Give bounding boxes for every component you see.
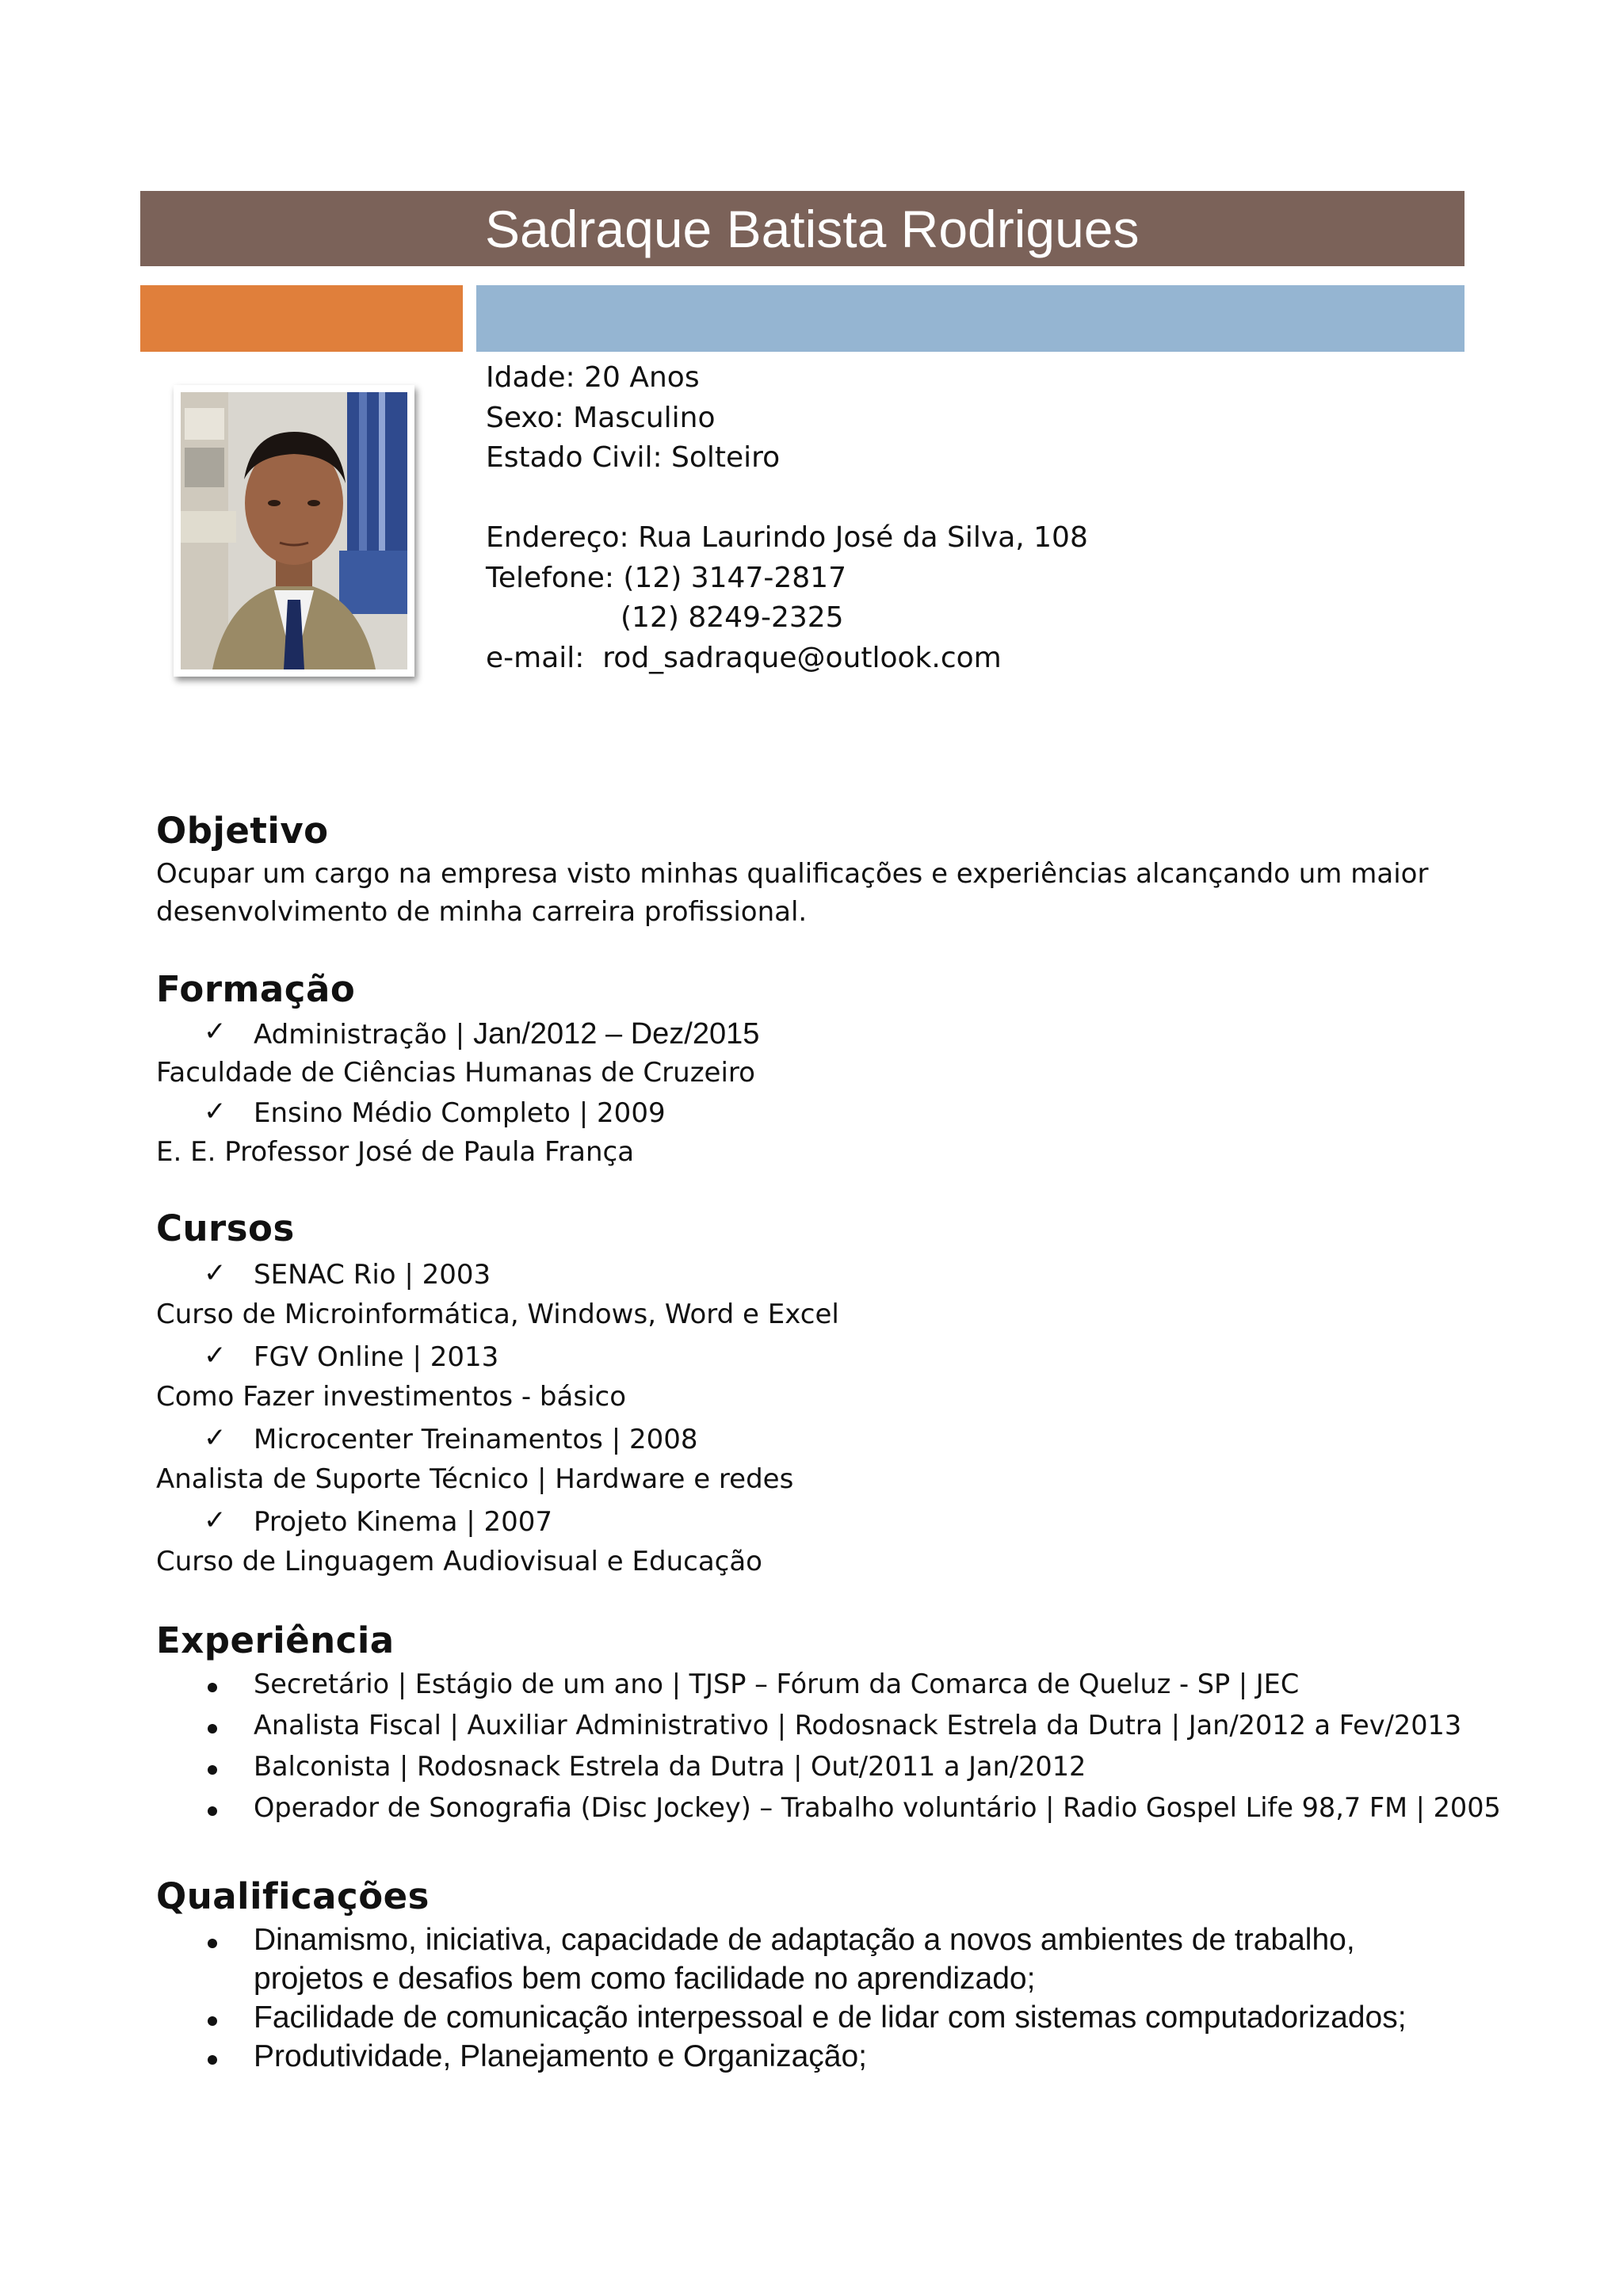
name-banner: [140, 191, 1465, 266]
qualificacao-item-continued: projetos e desafios bem como facilidade no aprendizado;: [254, 1962, 1036, 1996]
experiencia-item: Secretário | Estágio de um ano | TJSP – Fórum da Comarca de Queluz - SP | JEC: [254, 1669, 1300, 1699]
objetivo-text-line2: desenvolvimento de minha carreira profissional.: [156, 896, 808, 928]
check-icon: ✓: [204, 1096, 227, 1127]
formacao-item: [254, 1017, 759, 1051]
phone-line-2: (12) 8249-2325: [621, 601, 844, 634]
qualificacao-item: Dinamismo, iniciativa, capacidade de adaptação a novos ambientes de trabalho,: [254, 1923, 1355, 1957]
marital-status-line: Estado Civil: Solteiro: [486, 441, 781, 474]
curso-name: Projeto Kinema | 2007: [254, 1506, 553, 1538]
section-title-experiencia: Experiência: [156, 1619, 395, 1661]
section-title-objetivo: Objetivo: [156, 810, 329, 852]
formacao-institution: E. E. Professor José de Paula França: [156, 1136, 635, 1168]
check-icon: ✓: [204, 1016, 227, 1047]
address-line: Endereço: Rua Laurindo José da Silva, 108: [486, 521, 1088, 554]
curso-desc: Curso de Linguagem Audiovisual e Educação: [156, 1546, 762, 1577]
bullet-icon: [208, 1724, 217, 1733]
curso-name: Microcenter Treinamentos | 2008: [254, 1424, 698, 1455]
check-icon: ✓: [204, 1422, 227, 1454]
objetivo-text-line1: Ocupar um cargo na empresa visto minhas qualificações e experiências alcançando um maior: [156, 858, 1429, 890]
bullet-icon: [208, 1806, 217, 1816]
blank-line: [486, 479, 1088, 519]
bullet-icon: [208, 2016, 217, 2026]
curso-desc: Curso de Microinformática, Windows, Word e Excel: [156, 1299, 839, 1330]
experiencia-item: Balconista | Rodosnack Estrela da Dutra | Out/2011 a Jan/2012: [254, 1751, 1086, 1782]
orange-accent-bar: [140, 285, 463, 352]
phone-line: Telefone: (12) 3147-2817: [486, 561, 846, 594]
blue-accent-bar: [476, 285, 1465, 352]
bullet-icon: [208, 1939, 217, 1948]
age-line: Idade: 20 Anos: [486, 361, 700, 394]
curso-desc: Analista de Suporte Técnico | Hardware e redes: [156, 1463, 794, 1495]
person-name: Sadraque Batista Rodrigues: [485, 200, 1140, 258]
curso-desc: Como Fazer investimentos - básico: [156, 1381, 627, 1413]
formacao-dates: Jan/2012 – Dez/2015: [473, 1017, 760, 1051]
personal-info: [486, 358, 1088, 678]
formacao-institution: Faculdade de Ciências Humanas de Cruzeiro: [156, 1057, 755, 1089]
formacao-course: Administração |: [254, 1019, 474, 1051]
bullet-icon: [208, 2055, 217, 2065]
check-icon: ✓: [204, 1340, 227, 1371]
section-title-formacao: Formação: [156, 968, 356, 1010]
email-line: e-mail: rod_sadraque@outlook.com: [486, 641, 1002, 674]
check-icon: ✓: [204, 1505, 227, 1536]
bullet-icon: [208, 1765, 217, 1775]
section-title-qualificacoes: Qualificações: [156, 1875, 430, 1917]
profile-photo: [174, 385, 414, 677]
qualificacao-item: Facilidade de comunicação interpessoal e de lidar com sistemas computadorizados;: [254, 2000, 1407, 2035]
bullet-icon: [208, 1683, 217, 1692]
experiencia-item: Operador de Sonografia (Disc Jockey) – Trabalho voluntário | Radio Gospel Life 98,7 FM | 2005: [254, 1792, 1501, 1823]
sex-line: Sexo: Masculino: [486, 401, 716, 434]
curso-name: SENAC Rio | 2003: [254, 1259, 491, 1291]
qualificacao-item: Produtividade, Planejamento e Organização;: [254, 2039, 867, 2073]
curso-name: FGV Online | 2013: [254, 1341, 499, 1373]
section-title-cursos: Cursos: [156, 1207, 295, 1249]
experiencia-item: Analista Fiscal | Auxiliar Administrativo | Rodosnack Estrela da Dutra | Jan/2012 a Fev/2013: [254, 1710, 1462, 1741]
check-icon: ✓: [204, 1257, 227, 1289]
formacao-course: Ensino Médio Completo | 2009: [254, 1097, 666, 1129]
